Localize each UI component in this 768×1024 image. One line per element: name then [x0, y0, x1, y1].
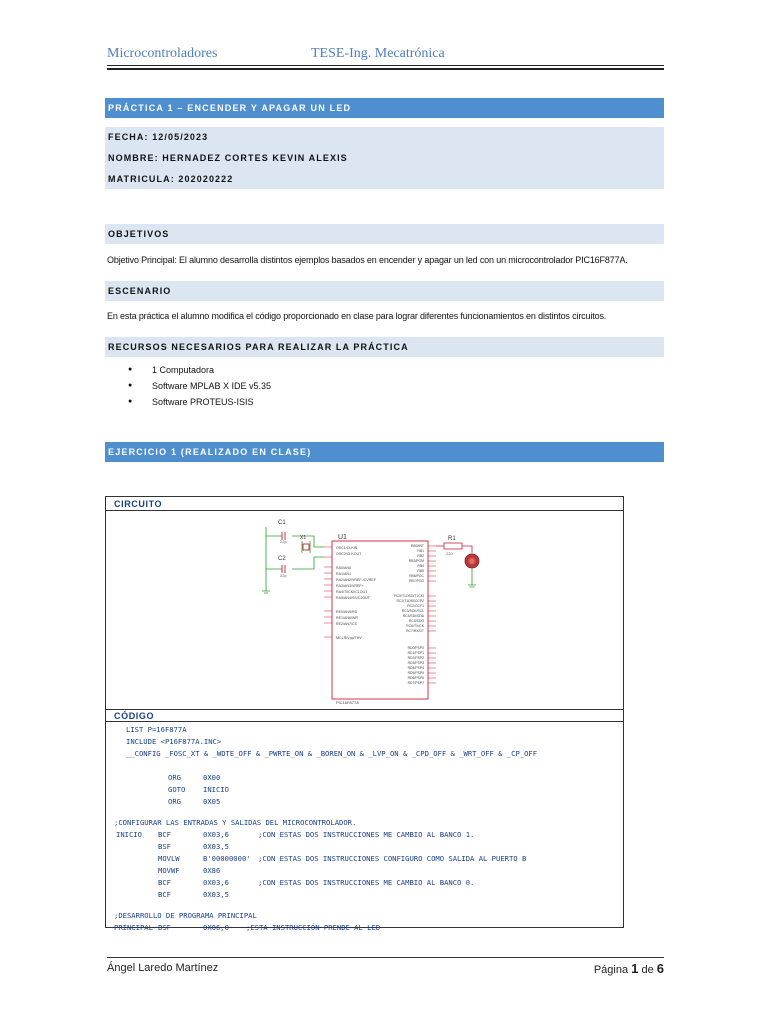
pin-label: RC3/SCK/SCL [401, 609, 424, 613]
info-matricula: MATRICULA: 202020222 [108, 174, 234, 184]
label-chip: PIC16F877A [336, 700, 359, 705]
pin-label: RC4/SDI/SDA [402, 614, 424, 618]
label-x1: X1 [300, 535, 307, 541]
objetivos-text: Objetivo Principal: El alumno desarrolla distintos ejemplos basados en encender y apagar un led con un microcontrolador PIC16F877A. [107, 255, 628, 265]
circuito-label: CIRCUITO [114, 499, 163, 509]
code-line: 0X03,6 [203, 878, 229, 887]
pin-label: RD4/PSP4 [407, 666, 424, 670]
pin-label: RB6/PGC [409, 574, 424, 578]
ejercicio-bar: EJERCICIO 1 (REALIZADO EN CLASE) [105, 442, 664, 462]
pin-label: RA4/T0CKI/C1OUT [336, 590, 368, 594]
pin-label: RB7/PGD [409, 579, 424, 583]
header-rule [107, 65, 664, 66]
code-label: PRINCIPAL [114, 923, 153, 932]
total-pages: 6 [656, 961, 664, 976]
code-line: 0X03,6 [203, 830, 229, 839]
code-comment: ;CON ESTAS DOS INSTRUCCIONES CONFIGURO COMO SALIDA AL PUERTO B [258, 854, 527, 863]
code-line: B'00000000' [203, 854, 251, 863]
pin-label: RD2/PSP2 [407, 656, 424, 660]
pin-label: RD6/PSP6 [407, 676, 424, 680]
pin-label: RB0/INT [411, 544, 424, 548]
code-line: ORG [168, 797, 181, 806]
pin-label: RD5/PSP5 [407, 671, 424, 675]
code-line: 0X03,5 [203, 890, 229, 899]
pin-label: RA5/AN4/SS/C2OUT [336, 596, 370, 600]
pin-label: OSC2/CLKOUT [336, 552, 362, 556]
pin-label: RC2/CCP1 [407, 604, 424, 608]
pin-label: RB4 [417, 564, 424, 568]
pin-label: RE1/AN6/WR [336, 616, 358, 620]
list-item: ● Software MPLAB X IDE v5.35 [128, 378, 271, 394]
label-c1-value: 22p [280, 539, 287, 544]
label-c2-value: 22p [280, 573, 287, 578]
footer-author: Ángel Laredo Martínez [107, 962, 219, 974]
label-r1-value: 220 [446, 551, 453, 556]
exercise-table [105, 496, 624, 932]
pin-label: RC0/T1OSO/T1CKI [394, 594, 424, 598]
label-c2: C2 [278, 556, 286, 562]
recursos-list [128, 362, 271, 410]
escenario-heading: ESCENARIO [105, 281, 664, 301]
label-r1: R1 [448, 536, 456, 542]
info-fecha: FECHA: 12/05/2023 [108, 132, 209, 142]
list-item: ● 1 Computadora [128, 362, 271, 378]
label-u1: U1 [338, 534, 347, 541]
current-page: 1 [631, 961, 639, 976]
footer-rule [107, 957, 664, 958]
header-rule-thick [107, 68, 664, 70]
code-line: MOVLW [158, 854, 180, 863]
code-line: ORG [168, 773, 181, 782]
code-label: INICIO [116, 830, 142, 839]
pin-label: RD3/PSP3 [407, 661, 424, 665]
code-line: BSF [158, 842, 171, 851]
pin-label: RB2 [417, 554, 424, 558]
info-nombre: NOMBRE: HERNADEZ CORTES KEVIN ALEXIS [108, 153, 348, 163]
code-comment: ;DESARROLLO DE PROGRAMA PRINCIPAL [114, 911, 257, 920]
code-line: 0X03,5 [203, 842, 229, 851]
objetivos-heading: OBJETIVOS [105, 224, 664, 244]
code-line: BCF [158, 890, 171, 899]
circuit-schematic [252, 513, 480, 705]
code-comment: ;ESTA INSTRUCCIÓN PRENDE AL LED [246, 923, 381, 932]
code-comment: ;CONFIGURAR LAS ENTRADAS Y SALIDAS DEL MICROCONTROLADOR. [114, 818, 357, 827]
student-info-block [105, 127, 664, 189]
code-line: BCF [158, 878, 171, 887]
codigo-label: CÓDIGO [114, 711, 155, 721]
pin-label: RB3/PGM [408, 559, 424, 563]
header-school: TESE-Ing. Mecatrónica [311, 46, 445, 61]
code-line: 0X06,0 [203, 923, 229, 932]
code-line: INCLUDE <P16F877A.INC> [126, 737, 222, 746]
footer-page-number [594, 961, 664, 976]
pin-label: RD7/PSP7 [407, 681, 424, 685]
divider [106, 721, 623, 722]
divider [106, 510, 623, 511]
code-line: 0X86 [203, 866, 221, 875]
pin-label: RD1/PSP1 [407, 651, 424, 655]
pin-label: RA1/AN1 [336, 572, 351, 576]
pin-label: RC6/TX/CK [406, 624, 424, 628]
page-word: Página [593, 964, 629, 976]
pin-label: RC1/T1OSI/CCP2 [396, 599, 424, 603]
pin-label: RC7/RX/DT [406, 629, 424, 633]
code-line: INICIO [203, 785, 229, 794]
recursos-heading: RECURSOS NECESARIOS PARA REALIZAR LA PRÁCTICA [105, 337, 664, 357]
code-comment: ;CON ESTAS DOS INSTRUCCIONES ME CAMBIO AL BANCO 0. [258, 878, 475, 887]
code-line: LIST P=16F877A [126, 725, 187, 734]
code-line: GOTO [168, 785, 186, 794]
pin-label: RE0/AN5/RD [336, 610, 358, 614]
of-word: de [641, 964, 654, 976]
pin-label: RA2/AN2/VREF-/CVREF [336, 578, 376, 582]
escenario-text: En esta práctica el alumno modifica el código proporcionado en clase para lograr diferentes funcionamientos en distintos circuitos. [107, 311, 607, 321]
code-comment: ;CON ESTAS DOS INSTRUCCIONES ME CAMBIO AL BANCO 1. [258, 830, 475, 839]
pin-label: RB1 [417, 549, 424, 553]
pin-label: RA0/AN0 [336, 566, 351, 570]
header-course: Microcontroladores [107, 46, 218, 61]
pin-label: RA3/AN3/VREF+ [336, 584, 364, 588]
practice-title-bar: PRÁCTICA 1 – ENCENDER Y APAGAR UN LED [105, 98, 664, 118]
label-c1: C1 [278, 520, 286, 526]
pin-label: MCLR/Vpp/THV [336, 636, 362, 640]
code-line: MOVWF [158, 866, 180, 875]
pin-label: RE2/AN7/CS [336, 622, 357, 626]
pin-label: RB5 [417, 569, 424, 573]
code-line: BSF [158, 923, 171, 932]
pin-label: OSC1/CLKIN [336, 546, 358, 550]
code-line: BCF [158, 830, 171, 839]
pin-label: RC5/SDO [408, 619, 424, 623]
list-item: ● Software PROTEUS-ISIS [128, 394, 271, 410]
circuit-diagram [252, 513, 480, 705]
code-line: 0X05 [203, 797, 221, 806]
page-header [107, 46, 663, 66]
led-highlight-icon [469, 558, 475, 564]
pin-label: RD0/PSP0 [407, 646, 424, 650]
code-line: __CONFIG _FOSC_XT & _WDTE_OFF & _PWRTE_ON & _BOREN_ON & _LVP_ON & _CPD_OFF & _WRT_OFF & _CP_OFF [126, 749, 538, 758]
divider [106, 709, 623, 710]
code-line: 0X00 [203, 773, 221, 782]
